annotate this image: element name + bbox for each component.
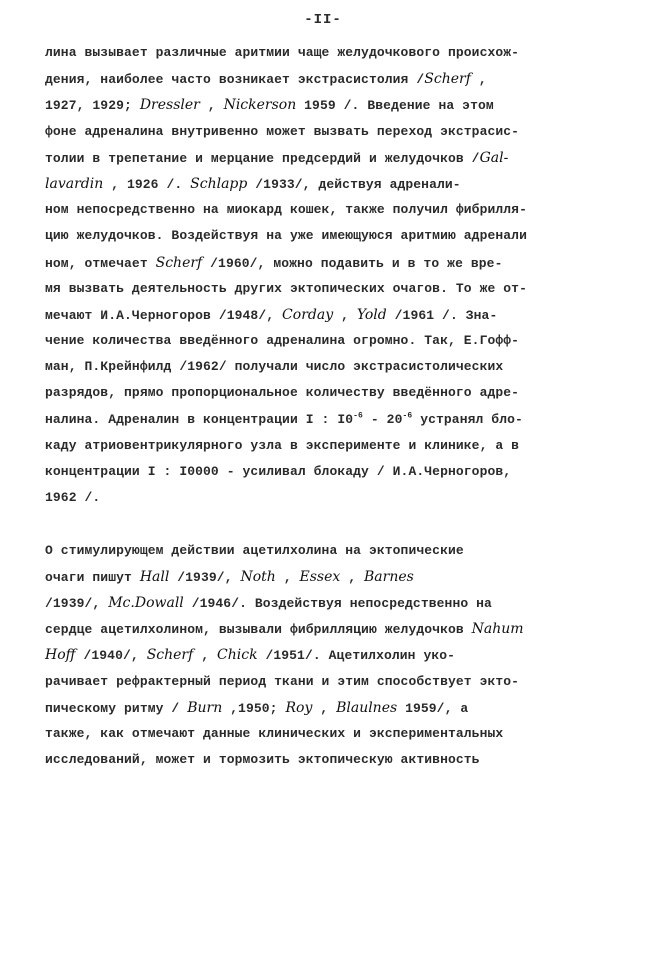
text-line [45, 119, 605, 145]
text-segment: , 1926 /. [103, 176, 191, 192]
text-segment: чение количества введённого адреналина огромно. Так, Е.Гофф- [45, 333, 520, 349]
text-segment: /1933/, действуя адренали- [247, 176, 461, 192]
handwritten-citation: Scherf [155, 254, 203, 271]
handwritten-citation: Nahum [471, 621, 524, 638]
text-line [45, 721, 605, 747]
handwritten-citation: Hoff [45, 647, 76, 664]
handwritten-citation: Gal- [479, 149, 509, 166]
text-segment: 1927, 1929; [45, 98, 140, 114]
page-number: -II- [304, 12, 342, 28]
text-line [45, 223, 605, 249]
text-segment: /1961 /. Зна- [386, 307, 498, 323]
handwritten-citation: Nickerson [223, 97, 297, 114]
text-segment: , [199, 98, 224, 114]
text-segment: цию желудочков. Воздействуя на уже имеющуюся аритмию адренали [45, 228, 527, 244]
text-segment: исследований, может и тормозить эктопическую активность [45, 752, 480, 768]
text-segment: каду атриовентрикулярного узла в эксперименте и клинике, а в [45, 437, 520, 453]
text-segment: /1940/, [75, 648, 147, 664]
text-segment: /1946/. Воздействуя непосредственно на [183, 595, 492, 611]
text-segment: мечают И.А.Черногоров /1948/, [45, 307, 283, 323]
text-line [45, 407, 605, 433]
text-segment: сердце ацетилхолином, вызывали фибрилляцию желудочков [45, 622, 472, 638]
handwritten-citation: Scherf [146, 647, 194, 664]
handwritten-citation: Roy [285, 699, 313, 716]
handwritten-citation: Dressler [139, 97, 200, 114]
text-segment: /1939/, [45, 595, 109, 611]
text-segment: , [275, 569, 300, 585]
text-segment: - 20 [362, 411, 403, 427]
text-segment: , [470, 72, 487, 88]
text-line [45, 276, 605, 302]
text-segment: /1960/, можно подавить и в то же вре- [202, 255, 503, 271]
text-segment: фоне адреналина внутривенно может вызвать переход экстрасис- [45, 123, 520, 139]
text-segment: очаги пишут [45, 569, 140, 585]
text-segment: также, как отмечают данные клинических и экспериментальных [45, 725, 504, 741]
handwritten-citation: Chick [217, 647, 258, 664]
text-line [45, 511, 605, 537]
text-segment: пическому ритму / [45, 700, 188, 716]
text-line [45, 92, 605, 118]
handwritten-citation: Essex [299, 568, 341, 585]
text-segment: толии в трепетание и мерцание предсердий и желудочков / [45, 150, 480, 166]
handwritten-citation: lavardin [45, 175, 104, 192]
text-line [45, 747, 605, 773]
text-segment: 1959/, а [397, 700, 469, 716]
text-segment: рачивает рефрактерный период ткани и этим способствует экто- [45, 673, 520, 689]
text-segment: ном непосредственно на миокард кошек, также получил фибрилля- [45, 202, 527, 218]
text-line [45, 616, 605, 642]
handwritten-citation: Schlapp [190, 175, 248, 192]
text-line [45, 433, 605, 459]
text-line [45, 66, 605, 92]
text-line [45, 250, 605, 276]
text-segment: дения, наиболее часто возникает экстрасистолия / [45, 72, 425, 88]
text-line [45, 145, 605, 171]
text-line [45, 40, 605, 66]
text-segment: О стимулирующем действии ацетилхолина на эктопические [45, 542, 464, 558]
text-segment: , [333, 307, 357, 323]
handwritten-citation: Blaulnes [336, 699, 398, 716]
text-segment: , [193, 648, 218, 664]
text-segment: мя вызвать деятельность других эктопических очагов. То же от- [45, 280, 527, 296]
handwritten-citation: Hall [139, 568, 170, 585]
text-line [45, 695, 605, 721]
superscript: -6 [402, 411, 413, 421]
text-segment: ном, отмечает [45, 255, 156, 271]
text-line [45, 171, 605, 197]
text-line [45, 354, 605, 380]
superscript: -6 [353, 411, 363, 421]
text-line [45, 590, 605, 616]
text-segment: 1962 /. [45, 490, 101, 506]
text-line [45, 302, 605, 328]
handwritten-citation: Corday [282, 306, 334, 323]
handwritten-citation: Barnes [364, 568, 414, 585]
text-line [45, 564, 605, 590]
handwritten-citation: Burn [187, 699, 223, 716]
text-segment: устранял бло- [412, 411, 523, 427]
text-segment: , [340, 569, 365, 585]
text-line [45, 669, 605, 695]
body-text [45, 40, 605, 773]
handwritten-citation: Scherf [424, 71, 471, 88]
text-segment: концентрации I : I0000 - усиливал блокаду / И.А.Черногоров, [45, 464, 512, 479]
text-line [45, 197, 605, 223]
text-line [45, 485, 605, 511]
handwritten-citation: Mc.Dowall [108, 594, 184, 611]
text-segment: , [312, 700, 337, 716]
text-segment: ман, П.Крейнфилд /1962/ получали число экстрасистолических [45, 359, 504, 375]
text-line [45, 459, 605, 485]
text-line [45, 328, 605, 354]
text-line [45, 380, 605, 406]
handwritten-citation: Noth [240, 568, 276, 585]
text-segment: /1951/. Ацетилхолин уко- [257, 648, 456, 664]
text-line [45, 642, 605, 668]
text-segment: налина. Адреналин в концентрации I : I0 [45, 411, 354, 427]
text-segment: /1939/, [169, 569, 241, 585]
text-segment: разрядов, прямо пропорциональное количеству введённого адре- [45, 385, 520, 401]
handwritten-citation: Yold [356, 306, 387, 323]
text-segment: 1959 /. Введение на этом [296, 98, 494, 114]
text-line [45, 538, 605, 564]
text-segment: ,1950; [222, 700, 286, 716]
text-segment: лина вызывает различные аритмии чаще желудочкового происхож- [45, 45, 520, 60]
